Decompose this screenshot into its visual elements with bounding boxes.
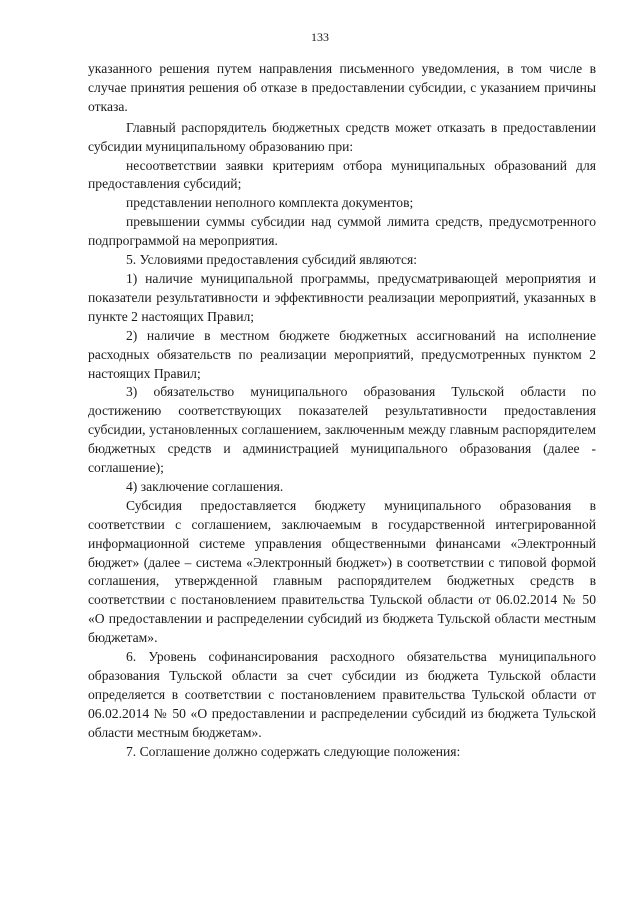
paragraph-condition-2: 2) наличие в местном бюджете бюджетных ассигнований на исполнение расходных обязательств по реализации мероприятий, предусмотренных пунктом 2 настоящих Правил; [88, 327, 596, 381]
paragraph-ground-documents: представлении неполного комплекта документов; [126, 195, 414, 211]
paragraph-subsidy-agreement: Субсидия предоставляется бюджету муниципального образования в соответствии с соглашением, заключаемым в государственной интегрированной информационной системе управления общественными финансами «Электронный бюджет» (далее – система «Электронный бюджет») в соответствии с типовой формой соглашения, утвержденной главным распорядителем бюджетных средств в соответствии с постановлением правительства Тульской области от 06.02.2014 № 50 «О предоставлении и распределении субсидий из бюджета Тульской области местным бюджетам». [88, 497, 596, 646]
paragraph-ground-criteria: несоответствии заявки критериям отбора муниципальных образований для предоставления субсидий; [88, 157, 596, 192]
document-body [88, 60, 596, 762]
paragraph-item-6: 6. Уровень софинансирования расходного обязательства муниципального образования Тульской области за счет субсидии из бюджета Тульской области определяется в соответствии с постановлением правительства Тульской области от 06.02.2014 № 50 «О предоставлении и распределении субсидий из бюджета Тульской области местным бюджетам». [88, 649, 596, 740]
paragraph-ground-limit: превышении суммы субсидии над суммой лимита средств, предусмотренного подпрограммой на мероприятия. [88, 214, 596, 249]
paragraph-refusal-notice: указанного решения путем направления письменного уведомления, в том числе в случае принятия решения об отказе в предоставлении субсидии, с указанием причины отказа. [88, 61, 596, 114]
paragraph-item-7: 7. Соглашение должно содержать следующие положения: [126, 743, 461, 759]
paragraph-condition-1: 1) наличие муниципальной программы, предусматривающей мероприятия и показатели результативности и эффективности реализации мероприятий, указанных в пункте 2 настоящих Правил; [88, 270, 596, 324]
paragraph-condition-4: 4) заключение соглашения. [126, 478, 284, 494]
paragraph-condition-3: 3) обязательство муниципального образования Тульской области по достижению соответствующих показателей результативности предоставления субсидии, установленных соглашением, заключенным между главным распорядителем бюджетных средств и администрацией муниципального образования (далее - соглашение); [88, 384, 596, 476]
paragraph-item-5-heading: 5. Условиями предоставления субсидий являются: [126, 252, 418, 268]
paragraph-refusal-grounds: Главный распорядитель бюджетных средств может отказать в предоставлении субсидии муниципальному образованию при: [88, 119, 596, 154]
page-number: 133 [311, 30, 329, 44]
